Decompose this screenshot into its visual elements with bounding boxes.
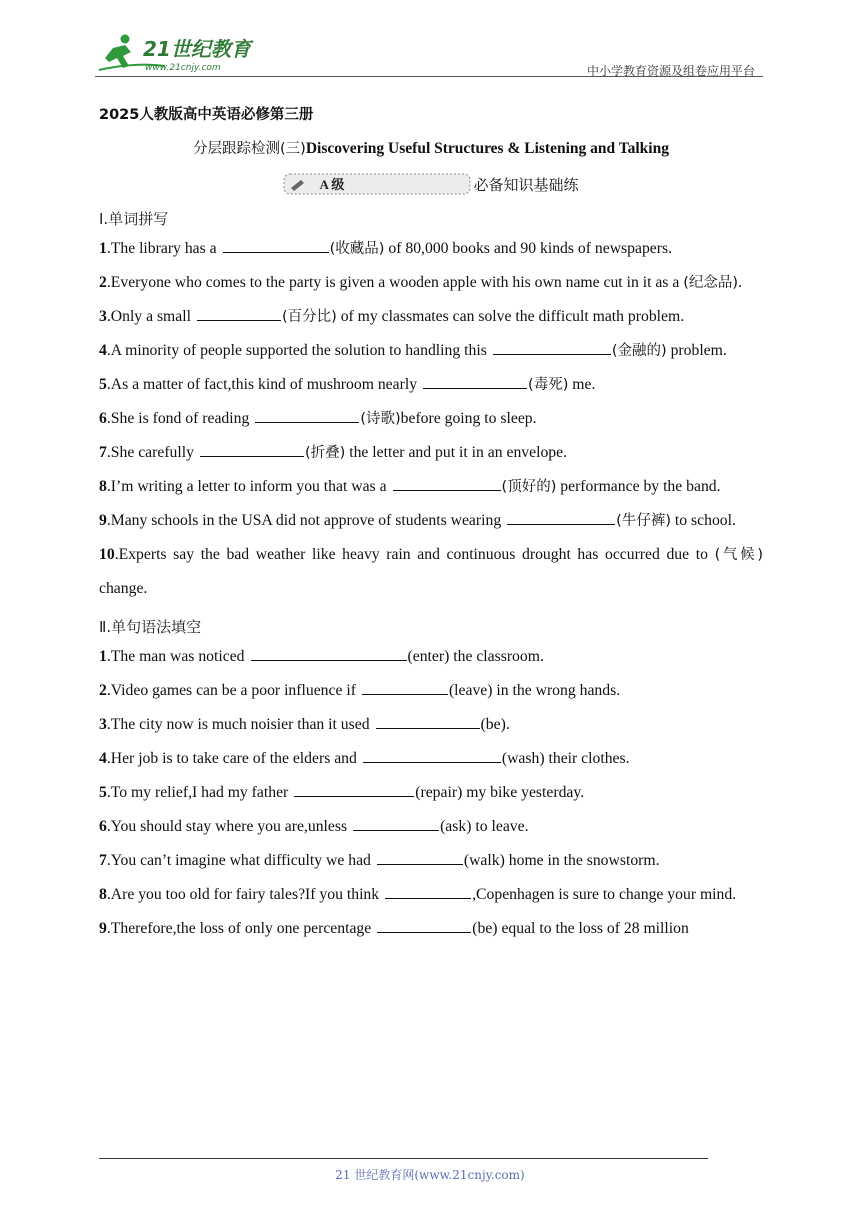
answer-blank[interactable] — [377, 850, 463, 865]
question-number: 2 — [99, 274, 107, 291]
svg-text:21世纪教育: 21世纪教育 — [143, 37, 251, 61]
question-item: 3.Only a small (百分比) of my classmates can solve the difficult math problem. — [99, 308, 685, 325]
answer-blank[interactable] — [255, 408, 359, 423]
answer-blank[interactable] — [377, 918, 471, 933]
question-item: 10.Experts say the bad weather like heavy rain and continuous drought has occurred due to (气候) change. — [99, 546, 763, 597]
question-item: 7.You can’t imagine what difficulty we had (walk) home in the snowstorm. — [99, 852, 660, 869]
answer-blank[interactable] — [493, 340, 611, 355]
question-item: 8.Are you too old for fairy tales?If you think ,Copenhagen is sure to change your mind. — [99, 886, 737, 903]
question-number: 6 — [99, 818, 107, 835]
footer-divider — [99, 1158, 708, 1159]
question-number: 4 — [99, 342, 107, 359]
question-text: Many schools in the USA did not approve of students wearing — [110, 512, 502, 529]
question-hint: (walk) — [463, 852, 505, 869]
answer-blank[interactable] — [294, 782, 414, 797]
question-item: 9.Therefore,the loss of only one percentage (be) equal to the loss of 28 million — [99, 920, 689, 937]
question-hint: (ask) — [440, 818, 472, 835]
question-text: Everyone who comes to the party is given a wooden apple with his own name cut in it as a — [110, 274, 680, 291]
question-text-after: problem. — [666, 342, 727, 359]
header-divider — [95, 76, 763, 77]
question-text-after: . — [738, 274, 742, 291]
question-hint: (repair) — [415, 784, 463, 801]
question-text-after: home in the snowstorm. — [504, 852, 660, 869]
question-item: 8.I’m writing a letter to inform you that was a (顶好的) performance by the band. — [99, 478, 721, 495]
question-text-after: change. — [99, 580, 148, 597]
answer-blank[interactable] — [197, 306, 281, 321]
answer-blank[interactable] — [376, 714, 480, 729]
question-text-after: before going to sleep. — [400, 410, 537, 427]
question-item: 4.Her job is to take care of the elders and (wash) their clothes. — [99, 750, 630, 767]
subtitle-cn: 分层跟踪检测(三) — [193, 141, 306, 157]
svg-text:www.21cnjy.com: www.21cnjy.com — [145, 63, 221, 73]
document-subtitle — [99, 138, 763, 160]
question-number: 9 — [99, 512, 107, 529]
level-text: 必备知识基础练 — [473, 175, 579, 194]
question-text-after: equal to the loss of 28 million — [497, 920, 689, 937]
question-sections — [99, 206, 763, 946]
question-text-after: my bike yesterday. — [462, 784, 585, 801]
site-name: 中小学教育资源及组卷应用平台 — [586, 64, 755, 78]
question-hint: (毒死) — [528, 377, 569, 393]
question-number: 6 — [99, 410, 107, 427]
question-text: The city now is much noisier than it used — [110, 716, 370, 733]
question-item: 5.As a matter of fact,this kind of mushroom nearly (毒死) me. — [99, 376, 596, 393]
question-text: A minority of people supported the solution to handling this — [110, 342, 487, 359]
answer-blank[interactable] — [363, 748, 501, 763]
question-item: 2.Everyone who comes to the party is given a wooden apple with his own name cut in it as a (纪念品). — [99, 274, 742, 291]
question-text: Are you too old for fairy tales?If you think — [110, 886, 380, 903]
question-text-after: me. — [568, 376, 596, 393]
section-heading: Ⅱ.单句语法填空 — [99, 618, 202, 636]
question-text-after: to leave. — [471, 818, 529, 835]
question-text: Only a small — [110, 308, 191, 325]
question-number: 9 — [99, 920, 107, 937]
subtitle-en: Discovering Useful Structures & Listening and Talking — [305, 140, 669, 157]
question-text-after: to school. — [671, 512, 736, 529]
question-number: 3 — [99, 716, 107, 733]
question-hint: (顶好的) — [501, 479, 557, 495]
question-text: You should stay where you are,unless — [110, 818, 348, 835]
question-text: Therefore,the loss of only one percentage — [110, 920, 372, 937]
question-text: As a matter of fact,this kind of mushroom nearly — [110, 376, 418, 393]
question-text: You can’t imagine what difficulty we had — [110, 852, 371, 869]
question-text: Her job is to take care of the elders and — [110, 750, 357, 767]
answer-blank[interactable] — [200, 442, 304, 457]
question-text: I’m writing a letter to inform you that was a — [110, 478, 387, 495]
level-label: A 级 — [319, 177, 345, 192]
question-item: 3.The city now is much noisier than it used (be). — [99, 716, 510, 733]
question-item: 7.She carefully (折叠) the letter and put it in an envelope. — [99, 444, 568, 461]
question-number: 10 — [99, 546, 115, 563]
question-item: 6.You should stay where you are,unless (ask) to leave. — [99, 818, 529, 835]
question-hint: (牛仔裤) — [616, 513, 671, 529]
question-item: 1.The man was noticed (enter) the classroom. — [99, 648, 544, 665]
question-text-after: performance by the band. — [556, 478, 721, 495]
question-hint: (enter) — [407, 648, 450, 665]
question-text: The library has a — [110, 240, 217, 257]
question-text: She carefully — [110, 444, 194, 461]
answer-blank[interactable] — [362, 680, 448, 695]
question-hint: (纪念品) — [683, 275, 739, 291]
question-hint: (be) — [472, 920, 498, 937]
question-text: She is fond of reading — [110, 410, 250, 427]
question-text-after: ,Copenhagen is sure to change your mind. — [472, 886, 737, 903]
question-hint: (wash) — [501, 750, 545, 767]
answer-blank[interactable] — [507, 510, 615, 525]
question-text-after: of 80,000 books and 90 kinds of newspapers. — [384, 240, 673, 257]
question-text-after: . — [505, 716, 510, 733]
answer-blank[interactable] — [353, 816, 439, 831]
question-text-after: their clothes. — [544, 750, 630, 767]
document-body — [99, 104, 763, 946]
question-item: 9.Many schools in the USA did not approve of students wearing (牛仔裤) to school. — [99, 512, 736, 529]
question-item: 5.To my relief,I had my father (repair) my bike yesterday. — [99, 784, 585, 801]
question-text-after: the classroom. — [449, 648, 544, 665]
question-hint: (折叠) — [304, 445, 346, 461]
question-number: 8 — [99, 478, 107, 495]
document-title: 2025人教版高中英语必修第三册 — [99, 107, 314, 123]
question-text: The man was noticed — [110, 648, 245, 665]
question-hint: (金融的) — [611, 343, 667, 359]
question-number: 1 — [99, 240, 107, 257]
question-number: 4 — [99, 750, 107, 767]
question-hint: (气候) — [714, 547, 763, 563]
question-number: 2 — [99, 682, 107, 699]
level-tag — [283, 172, 471, 196]
question-number: 5 — [99, 784, 107, 801]
question-number: 1 — [99, 648, 107, 665]
question-text-after: the letter and put it in an envelope. — [345, 444, 568, 461]
question-text: Video games can be a poor influence if — [110, 682, 356, 699]
question-item: 6.She is fond of reading (诗歌)before going to sleep. — [99, 410, 537, 427]
question-number: 7 — [99, 852, 107, 869]
footer-text: 21 世纪教育网(www.21cnjy.com) — [335, 1168, 525, 1182]
level-banner — [99, 172, 763, 198]
answer-blank[interactable] — [423, 374, 527, 389]
question-text: To my relief,I had my father — [110, 784, 289, 801]
answer-blank[interactable] — [393, 476, 501, 491]
question-number: 5 — [99, 376, 107, 393]
logo-21cnjy — [95, 32, 265, 76]
answer-blank[interactable] — [251, 646, 407, 661]
question-text: Experts say the bad weather like heavy rain and continuous drought has occurred due to — [118, 546, 708, 563]
question-item: 1.The library has a (收藏品) of 80,000 books and 90 kinds of newspapers. — [99, 240, 673, 257]
question-text-after: of my classmates can solve the difficult math problem. — [336, 308, 685, 325]
page-header — [95, 30, 763, 78]
question-hint: (收藏品) — [329, 241, 385, 257]
question-hint: (be) — [480, 716, 506, 733]
question-hint: (百分比) — [281, 309, 337, 325]
question-hint: (诗歌) — [360, 411, 401, 427]
question-text-after: in the wrong hands. — [492, 682, 621, 699]
question-number: 7 — [99, 444, 107, 461]
answer-blank[interactable] — [223, 238, 329, 253]
section-heading: Ⅰ.单词拼写 — [99, 210, 169, 228]
question-number: 3 — [99, 308, 107, 325]
question-item: 4.A minority of people supported the solution to handling this (金融的) problem. — [99, 342, 727, 359]
answer-blank[interactable] — [385, 884, 471, 899]
question-item: 2.Video games can be a poor influence if (leave) in the wrong hands. — [99, 682, 621, 699]
question-hint: (leave) — [448, 682, 493, 699]
question-number: 8 — [99, 886, 107, 903]
